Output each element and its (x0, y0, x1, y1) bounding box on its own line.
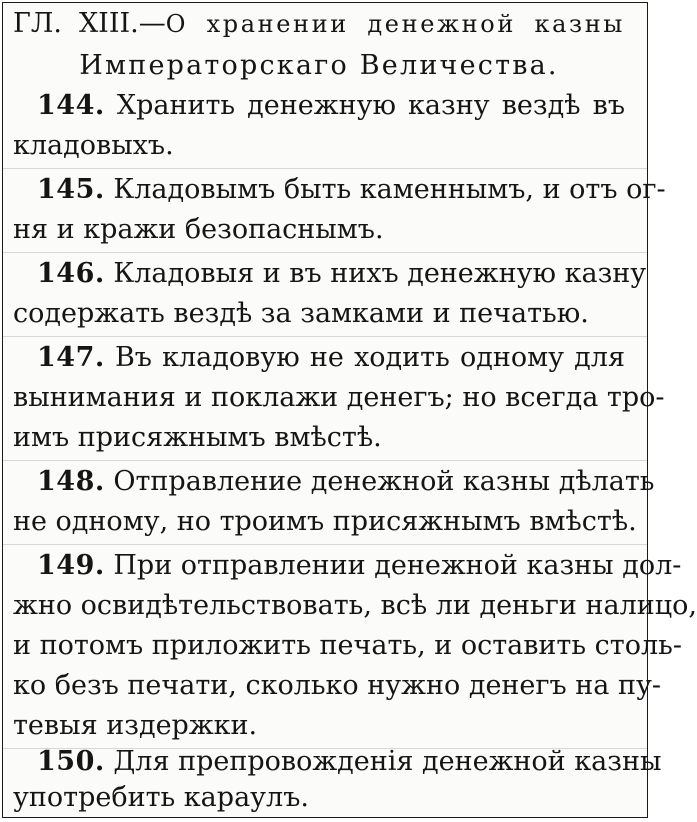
article-number: 149. (37, 550, 105, 581)
article-148-line-1 (13, 465, 655, 499)
article-149-line-1 (13, 549, 682, 583)
article-150-line-2: употребить караулъ. (13, 782, 309, 813)
article-separator (3, 544, 647, 545)
article-147-line-1 (13, 341, 625, 375)
article-number: 148. (37, 466, 105, 497)
article-number: 146. (37, 258, 105, 289)
article-text: Хранить денежную казну вездѣ въ (116, 90, 625, 121)
article-separator (3, 460, 647, 461)
article-number: 147. (37, 342, 105, 373)
article-text: Кладовыя и въ нихъ денежную казну (113, 258, 647, 289)
article-146-line-1 (13, 257, 647, 291)
article-146-line-2: содержать вездѣ за замками и печатью. (13, 298, 589, 329)
article-number: 150. (37, 746, 105, 777)
article-149-line-4: ко безъ печати, сколько нужно денегъ на пу- (13, 670, 661, 701)
article-147-line-3: имъ присяжнымъ вмѣстѣ. (13, 422, 382, 453)
article-145-line-2: ня и кражи безопаснымъ. (13, 214, 384, 245)
document-page (2, 2, 697, 818)
chapter-heading-line-1 (13, 7, 625, 41)
article-separator (3, 336, 647, 337)
chapter-title-line-1: О хранении денежной казны (165, 10, 626, 38)
article-144-line-1 (13, 89, 625, 123)
article-149-line-3: и потомъ приложить печать, и оставить столь- (13, 630, 682, 661)
article-text: Отправлениe денежной казны дѣлать (113, 466, 655, 497)
article-text: Для препровожденія денежной казны (113, 746, 662, 777)
article-number: 144. (37, 90, 105, 121)
article-147-line-2: вынимания и поклажи денегъ; но всегда тро- (13, 382, 665, 413)
article-149-line-5: тевыя издержки. (13, 710, 258, 741)
article-text: Кладовымъ быть каменнымъ, и отъ ог- (113, 174, 666, 205)
article-145-line-1 (13, 173, 666, 207)
article-separator (3, 168, 647, 169)
chapter-title-line-2: Императорскаго Величества. (79, 50, 559, 81)
chapter-prefix: ГЛ. XIII. (13, 8, 139, 39)
article-144-line-2: кладовыхъ. (13, 130, 174, 161)
chapter-dash: — (138, 8, 166, 39)
article-text: При отправлении денежной казны дол- (113, 550, 682, 581)
article-150-line-1 (13, 745, 662, 779)
article-text: Въ кладовую не ходить одному для (114, 342, 625, 373)
article-149-line-2: жно освидѣтельствовать, всѣ ли деньги налицо, (13, 590, 697, 621)
article-148-line-2: не одному, но троимъ присяжнымъ вмѣстѣ. (13, 506, 637, 537)
article-number: 145. (37, 174, 105, 205)
article-separator (3, 252, 647, 253)
chapter-heading-line-2 (13, 49, 625, 83)
